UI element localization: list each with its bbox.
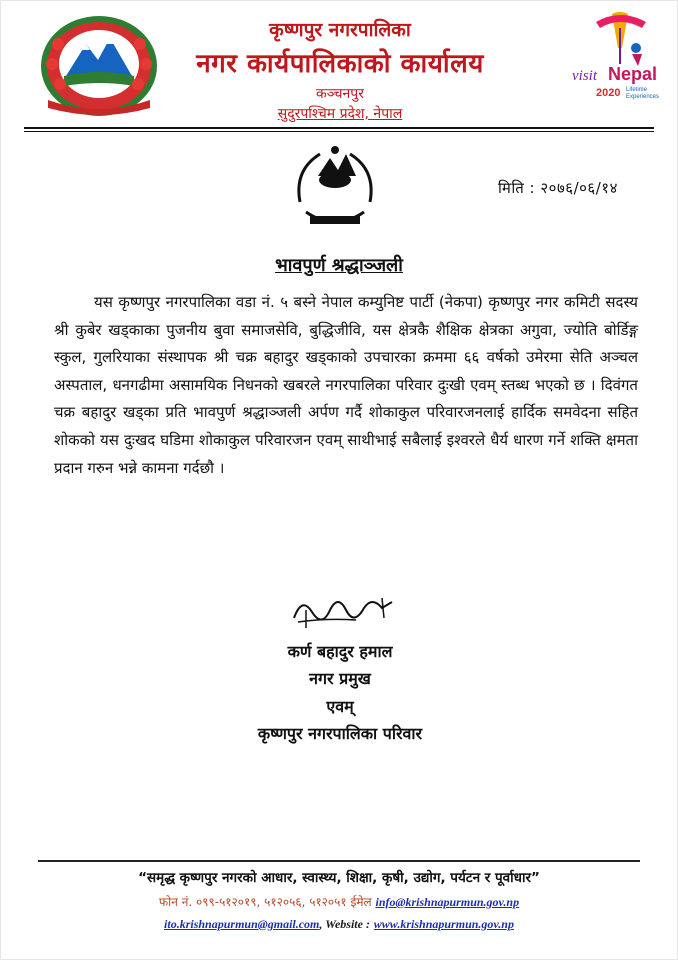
office-name: नगर कार्यपालिकाको कार्यालय (196, 49, 484, 79)
signatory-conjunction: एवम् (326, 697, 354, 716)
svg-text:visit: visit (572, 68, 597, 84)
district-name: कञ्चनपुर (316, 86, 364, 102)
header-rule (24, 127, 654, 129)
handwritten-signature (286, 588, 402, 634)
letter-body: यस कृष्णपुर नगरपालिका वडा नं. ५ बस्ने नेपाल कम्युनिष्ट पार्टी (नेकपा) कृष्णपुर नगर कमिटी सदस्य श्री कुबेर खड्काका पुजनीय बुवा समाजसेवि, बुद्धिजीवि, यस क्षेत्रकै शैक्षिक क्षेत्रका अगुवा, ज्योति बोर्डिङ्ग स्कुल, गुलरियाका संस्थापक श्री चक्र बहादुर खड्काको उपचारका क्रममा ६६ वर्षको उमेरमा सेति अञ्चल अस्पताल, धनगढीमा असामयिक निधनको खबरले नगरपालिका परिवार दुःखी एवम् स्तब्ध भएको छ । दिवंगत चक्र बहादुर खड्का प्रति भावपुर्ण श्रद्धाञ्जली अर्पण गर्दै शोकाकुल परिवारजनलाई हार्दिक समवेदना सहित शोकको यस दुःखद घडिमा शोकाकुल परिवारजन एवम् साथीभाई सबैलाई इश्वरले धैर्य धारण गर्ने शक्ति क्षमता प्रदान गरुन भन्ने कामना गर्दछौ । (54, 293, 638, 477)
nepal-emblem-icon (38, 14, 160, 118)
footer-contact-line-1 (0, 893, 678, 910)
footer-phone: फोन नं. ०९९-५१२०१९, ५१२०५६, ५१२०५१ ईमेल (158, 895, 372, 909)
footer-website-link[interactable]: www.krishnapurmun.gov.np (373, 917, 514, 931)
svg-text:Experiences: Experiences (626, 94, 660, 100)
footer-contact-line-2 (0, 917, 678, 932)
header-rule-thin (24, 131, 654, 132)
letter-title: भावपुर्ण श्रद्धाञ्जली (275, 255, 403, 276)
footer-website-label: , Website : (319, 917, 370, 931)
svg-text:Nepal: Nepal (608, 64, 658, 84)
signatory-family: कृष्णपुर नगरपालिका परिवार (257, 724, 423, 743)
svg-text:Lifetime: Lifetime (626, 87, 648, 93)
footer-motto: “समृद्ध कृष्णपुर नगरको आधार, स्वास्थ्य, शिक्षा, कृषी, उद्योग, पर्यटन र पूर्वाधार” (138, 870, 540, 886)
letter-date: मिति : २०७६/०६/१४ (498, 179, 618, 197)
official-seal-stamp (290, 140, 380, 232)
svg-text:2020: 2020 (596, 87, 621, 99)
signatory-name: कर्ण बहादुर हमाल (287, 642, 393, 661)
signatory-position: नगर प्रमुख (309, 669, 371, 688)
municipality-name: कृष्णपुर नगरपालिका (269, 19, 411, 41)
footer-rule (38, 860, 640, 862)
visit-nepal-logo-icon (566, 8, 672, 104)
footer-email-link[interactable]: info@krishnapurmun.gov.np (375, 895, 520, 909)
province-name: सुदुरपश्चिम प्रदेश, नेपाल (277, 106, 403, 122)
footer-gmail-link[interactable]: ito.krishnapurmun@gmail.com (164, 917, 320, 931)
